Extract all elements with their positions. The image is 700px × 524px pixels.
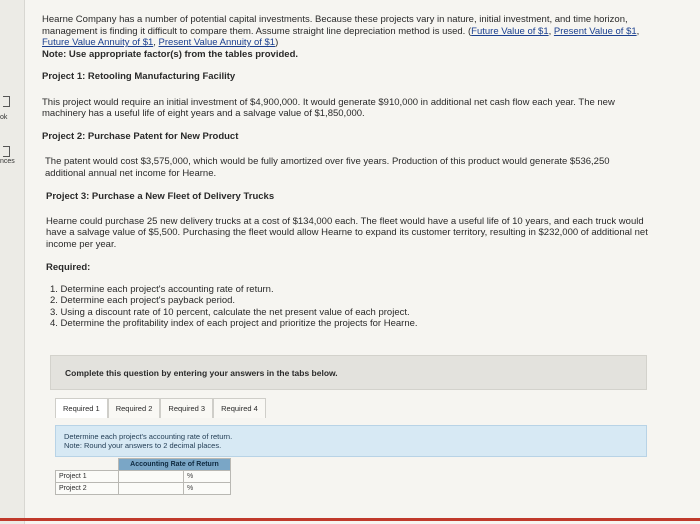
required-item: 1. Determine each project's accounting rate of return. (50, 283, 274, 295)
row-label: Project 2 (56, 483, 119, 495)
sidebar-marker-icon (3, 146, 10, 157)
project-1-arr-input[interactable] (119, 471, 184, 483)
link-pv1[interactable]: Present Value of $1 (553, 25, 637, 37)
link-pva1[interactable]: Present Value Annuity of $1 (158, 37, 276, 48)
bottom-accent-line (0, 518, 700, 521)
sidebar-tab-1[interactable]: ok (0, 114, 8, 121)
percent-unit: % (184, 471, 231, 483)
table-row (56, 483, 231, 495)
instruction-bar (50, 355, 647, 390)
tab-required-1[interactable]: Required 1 (55, 398, 108, 418)
table-row (56, 471, 231, 483)
question-panel (55, 425, 647, 457)
sidebar-marker-icon (3, 96, 10, 107)
tab-required-3[interactable]: Required 3 (160, 398, 213, 418)
panel-note: Note: Round your answers to 2 decimal places. (64, 441, 222, 450)
required-item: 4. Determine the profitability index of each project and prioritize the projects for Hearne. (50, 318, 418, 329)
required-tabs (55, 398, 266, 418)
project-2-arr-input[interactable] (119, 483, 184, 495)
intro-text: Hearne Company has a number of potential capital investments. Because these projects vary in nature, initial investment, and time horizon, management is finding it difficult to compare them. Assume straight line depreciation method is used. (42, 14, 628, 37)
sidebar-tab-2[interactable]: nces (0, 158, 15, 165)
tab-required-2[interactable]: Required 2 (108, 398, 161, 418)
project-1-text: This project would require an initial investment of $4,900,000. It would generate $910,000 in additional net cash flow each year. The new machinery has a useful life of eight years and a salvage value of $1,850,000. (42, 96, 615, 119)
project-2-title: Project 2: Purchase Patent for New Product (42, 130, 239, 142)
project-2-text: The patent would cost $3,575,000, which would be fully amortized over five years. Production of this product would generate $536,250 additional annual net income for Hearne. (45, 156, 610, 179)
row-label: Project 1 (56, 471, 119, 483)
project-3-title: Project 3: Purchase a New Fleet of Delivery Trucks (46, 191, 275, 202)
link-fva1[interactable]: Future Value Annuity of $1 (42, 37, 154, 48)
required-item: 3. Using a discount rate of 10 percent, calculate the net present value of each project. (50, 306, 410, 318)
column-header: Accounting Rate of Return (119, 459, 231, 471)
instruction-text: Complete this question by entering your answers in the tabs below. (65, 367, 338, 378)
project-3-text: Hearne could purchase 25 new delivery trucks at a cost of $134,000 each. The fleet would have a useful life of 10 years, and each truck would have a salvage value of $5,500. Purchasing the fleet would allow Hearne to expand its customer territory, resulting in $232,000 of additional net income per year. (46, 215, 648, 250)
required-list (42, 284, 652, 330)
required-item: 2. Determine each project's payback period. (50, 295, 236, 306)
link-fv1[interactable]: Future Value of $1 (471, 25, 549, 37)
percent-unit: % (184, 483, 231, 495)
left-sidebar-strip (0, 0, 25, 524)
problem-intro: Hearne Company has a number of potential capital investments. Because these projects vary in nature, initial investment, and time horizon, management is finding it difficult to compare them. Assume straight line depreciation method is used. (Future Value of $1, Present Value of $1, Future Value Annuity of $1, Present Value Annuity of $1) (42, 14, 640, 48)
tab-required-4[interactable]: Required 4 (213, 398, 266, 418)
note-text: Note: Use appropriate factor(s) from the tables provided. (42, 48, 299, 60)
panel-instruction: Determine each project's accounting rate of return. (64, 432, 233, 441)
answer-table (55, 458, 231, 495)
table-corner (56, 459, 119, 471)
problem-content (42, 14, 652, 330)
required-title: Required: (46, 262, 91, 273)
project-1-title: Project 1: Retooling Manufacturing Facility (42, 71, 236, 82)
